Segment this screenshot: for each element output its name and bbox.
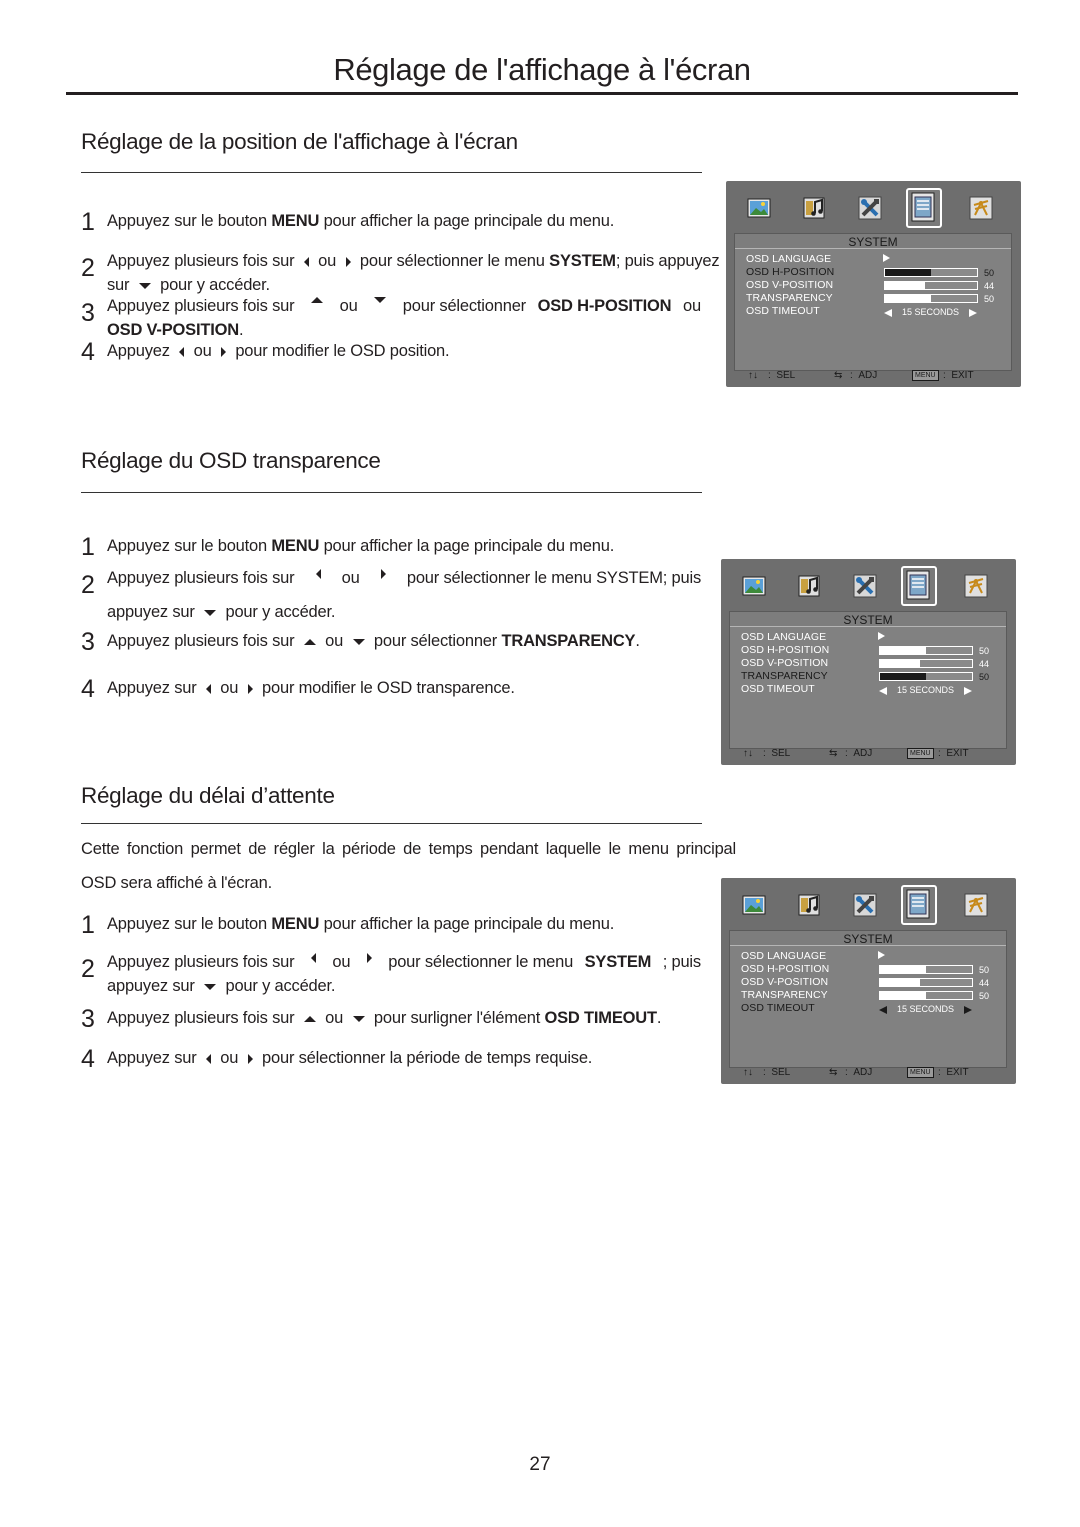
osd-row-label: OSD V-POSITION — [746, 279, 834, 291]
section-rule — [81, 823, 702, 824]
arrow-left-icon — [311, 953, 316, 963]
channel-antenna-icon — [961, 890, 991, 920]
step-number: 3 — [81, 628, 95, 656]
step-text: Appuyez sur le bouton MENU pour afficher la page principale du menu. — [107, 212, 615, 230]
osd-right-arrow-icon — [964, 687, 972, 695]
osd-value: 50 — [979, 672, 990, 682]
section-rule — [81, 492, 702, 493]
page-title: Réglage de l'affichage à l'écran — [333, 52, 751, 87]
osd-submenu-arrow-icon — [878, 951, 885, 959]
osd-slider — [879, 646, 973, 655]
osd-slider — [879, 659, 973, 668]
arrow-right-icon — [381, 569, 386, 579]
osd-slider — [884, 294, 978, 303]
osd-footer — [734, 370, 1012, 384]
arrow-down-icon — [204, 984, 216, 990]
step-text: OSD V-POSITION. — [107, 321, 244, 339]
step-number: 2 — [81, 254, 95, 282]
arrow-up-icon — [311, 297, 323, 303]
setup-tools-icon — [855, 193, 885, 223]
osd-slider — [879, 991, 973, 1000]
arrow-left-icon — [206, 684, 211, 694]
step-number: 3 — [81, 299, 95, 327]
picture-icon — [744, 193, 774, 223]
arrow-left-icon — [304, 257, 309, 267]
audio-icon — [794, 890, 824, 920]
osd-row-label: TRANSPARENCY — [741, 989, 828, 1001]
arrow-up-icon — [304, 1016, 316, 1022]
picture-icon — [739, 571, 769, 601]
step-text: Appuyez plusieurs fois sur ou pour sélectionner OSD H-POSITION ou — [107, 297, 701, 315]
osd-row-label: OSD H-POSITION — [741, 644, 830, 656]
step-text: Appuyez plusieurs fois sur ou pour sélectionner le menu SYSTEM ; puis — [107, 953, 701, 971]
osd-updown-icon: ↑↓ — [743, 1067, 753, 1078]
osd-value: 44 — [979, 978, 990, 988]
arrow-left-icon — [206, 1054, 211, 1064]
osd-value: 50 — [979, 965, 990, 975]
system-icon — [901, 885, 937, 925]
section-title-timeout: Réglage du délai d’attente — [81, 783, 335, 808]
page-number: 27 — [529, 1454, 551, 1475]
step-text: Appuyez plusieurs fois sur ou pour sélectionner le menu SYSTEM; puis appuyez — [107, 252, 720, 270]
osd-slider — [879, 672, 973, 681]
osd-header: SYSTEM — [843, 613, 893, 627]
arrow-up-icon — [304, 639, 316, 645]
osd-row-label: OSD LANGUAGE — [741, 631, 827, 643]
osd-system-screen — [734, 233, 1012, 371]
arrow-down-icon — [374, 297, 386, 303]
osd-left-arrow-icon — [879, 1006, 887, 1014]
osd-header: SYSTEM — [843, 932, 893, 946]
osd-row-label: OSD H-POSITION — [746, 266, 835, 278]
osd-system-menu-screenshot — [721, 878, 1016, 1084]
title-rule — [66, 92, 1018, 95]
arrow-right-icon — [248, 684, 253, 694]
osd-menu-key: MENU — [907, 1067, 934, 1078]
osd-timeout-value: 15 SECONDS — [884, 307, 984, 317]
osd-footer-sel: : SEL — [768, 370, 796, 381]
osd-system-menu-screenshot — [726, 181, 1021, 387]
osd-footer-exit: : EXIT — [938, 748, 969, 759]
osd-adjust-icon: ⇆ — [834, 370, 843, 381]
osd-value: 50 — [979, 646, 990, 656]
osd-submenu-arrow-icon — [878, 632, 885, 640]
osd-footer — [729, 748, 1007, 762]
osd-row-label: OSD TIMEOUT — [741, 1002, 815, 1014]
osd-row-label: OSD V-POSITION — [741, 657, 829, 669]
audio-icon — [799, 193, 829, 223]
section-title-position: Réglage de la position de l'affichage à l'écran — [81, 129, 518, 154]
system-icon — [901, 566, 937, 606]
osd-timeout-value: 15 SECONDS — [879, 685, 979, 695]
osd-left-arrow-icon — [884, 309, 892, 317]
arrow-down-icon — [139, 283, 151, 289]
channel-antenna-icon — [966, 193, 996, 223]
step-number: 2 — [81, 955, 95, 983]
arrow-left-icon — [179, 347, 184, 357]
step-text: Appuyez plusieurs fois sur ou pour sélectionner TRANSPARENCY. — [107, 632, 640, 650]
osd-system-menu-screenshot — [721, 559, 1016, 765]
step-number: 4 — [81, 675, 95, 703]
osd-timeout-value: 15 SECONDS — [879, 1004, 979, 1014]
step-text: appuyez sur pour y accéder. — [107, 977, 336, 995]
osd-value: 50 — [984, 294, 995, 304]
section-rule — [81, 172, 702, 173]
step-text: Appuyez plusieurs fois sur ou pour surligner l'élément OSD TIMEOUT. — [107, 1009, 662, 1027]
arrow-right-icon — [367, 953, 372, 963]
osd-adjust-icon: ⇆ — [829, 1067, 838, 1078]
osd-row-label: OSD LANGUAGE — [741, 950, 827, 962]
step-number: 1 — [81, 533, 95, 561]
step-text: appuyez sur pour y accéder. — [107, 603, 336, 621]
osd-row-label: OSD TIMEOUT — [741, 683, 815, 695]
arrow-down-icon — [204, 610, 216, 616]
osd-header: SYSTEM — [848, 235, 898, 249]
intro-line-2: OSD sera affiché à l'écran. — [81, 874, 272, 892]
intro-line-1: Cette fonction permet de régler la période de temps pendant laquelle le menu principal — [81, 840, 736, 858]
audio-icon — [794, 571, 824, 601]
step-text: Appuyez plusieurs fois sur ou pour sélectionner le menu SYSTEM; puis — [107, 569, 701, 587]
osd-menu-tabs — [729, 882, 1009, 930]
arrow-left-icon — [316, 569, 321, 579]
osd-footer-adj: : ADJ — [845, 1067, 873, 1078]
osd-menu-tabs — [734, 185, 1014, 233]
system-icon — [906, 188, 942, 228]
osd-footer-adj: : ADJ — [850, 370, 878, 381]
arrow-right-icon — [346, 257, 351, 267]
step-number: 4 — [81, 338, 95, 366]
osd-footer-sel: : SEL — [763, 748, 791, 759]
step-text: Appuyez sur ou pour modifier le OSD transparence. — [107, 679, 515, 697]
osd-value: 44 — [979, 659, 990, 669]
osd-row-label: OSD LANGUAGE — [746, 253, 832, 265]
osd-updown-icon: ↑↓ — [743, 748, 753, 759]
osd-value: 44 — [984, 281, 995, 291]
osd-menu-key: MENU — [907, 748, 934, 759]
arrow-right-icon — [221, 347, 226, 357]
osd-right-arrow-icon — [969, 309, 977, 317]
setup-tools-icon — [850, 890, 880, 920]
step-text: Appuyez sur le bouton MENU pour afficher la page principale du menu. — [107, 537, 615, 555]
step-text: Appuyez ou pour modifier le OSD position. — [107, 342, 450, 360]
osd-slider — [879, 965, 973, 974]
osd-adjust-icon: ⇆ — [829, 748, 838, 759]
osd-submenu-arrow-icon — [883, 254, 890, 262]
osd-value: 50 — [984, 268, 995, 278]
osd-footer-sel: : SEL — [763, 1067, 791, 1078]
osd-slider — [884, 268, 978, 277]
osd-right-arrow-icon — [964, 1006, 972, 1014]
section-title-transparency: Réglage du OSD transparence — [81, 448, 381, 473]
step-number: 2 — [81, 571, 95, 599]
osd-system-screen — [729, 930, 1007, 1068]
arrow-down-icon — [353, 639, 365, 645]
osd-row-label: OSD V-POSITION — [741, 976, 829, 988]
osd-slider — [879, 978, 973, 987]
step-number: 4 — [81, 1045, 95, 1073]
osd-menu-key: MENU — [912, 370, 939, 381]
osd-system-screen — [729, 611, 1007, 749]
picture-icon — [739, 890, 769, 920]
arrow-right-icon — [248, 1054, 253, 1064]
osd-left-arrow-icon — [879, 687, 887, 695]
osd-footer — [729, 1067, 1007, 1081]
osd-row-label: OSD H-POSITION — [741, 963, 830, 975]
osd-row-label: OSD TIMEOUT — [746, 305, 820, 317]
osd-value: 50 — [979, 991, 990, 1001]
step-text: sur pour y accéder. — [107, 276, 270, 294]
osd-menu-tabs — [729, 563, 1009, 611]
osd-row-label: TRANSPARENCY — [741, 670, 828, 682]
osd-slider — [884, 281, 978, 290]
step-text: Appuyez sur le bouton MENU pour afficher la page principale du menu. — [107, 915, 615, 933]
step-number: 1 — [81, 208, 95, 236]
osd-footer-exit: : EXIT — [938, 1067, 969, 1078]
osd-footer-adj: : ADJ — [845, 748, 873, 759]
arrow-down-icon — [353, 1016, 365, 1022]
step-text: Appuyez sur ou pour sélectionner la période de temps requise. — [107, 1049, 593, 1067]
step-number: 1 — [81, 911, 95, 939]
setup-tools-icon — [850, 571, 880, 601]
channel-antenna-icon — [961, 571, 991, 601]
osd-updown-icon: ↑↓ — [748, 370, 758, 381]
osd-footer-exit: : EXIT — [943, 370, 974, 381]
osd-row-label: TRANSPARENCY — [746, 292, 833, 304]
step-number: 3 — [81, 1005, 95, 1033]
